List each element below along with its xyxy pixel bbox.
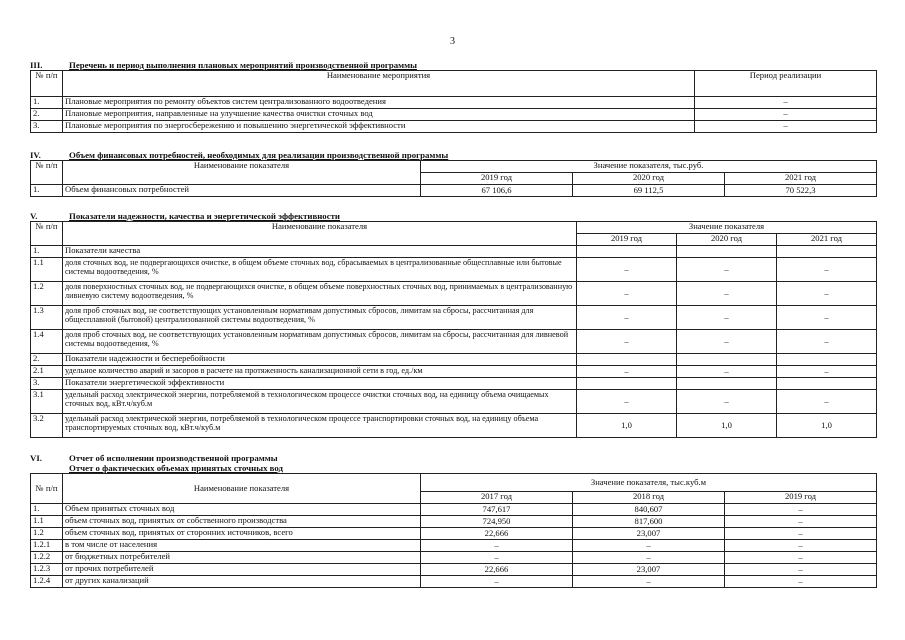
section-4 (30, 150, 876, 197)
row-value: – (577, 366, 677, 378)
row-value (577, 378, 677, 390)
section-4-number: IV. (30, 150, 41, 160)
table-row (31, 390, 877, 414)
section-3 (30, 60, 876, 133)
row-value: – (777, 330, 877, 354)
row-value: 840,607 (573, 504, 725, 516)
row-name: доля сточных вод, не подвергающихся очистке, в общем объеме сточных вод, сбрасываемых в централизованные общесплавные или бытовые системы водоотведения, % (63, 258, 577, 282)
row-value: – (677, 390, 777, 414)
row-value (777, 354, 877, 366)
row-value: – (677, 282, 777, 306)
row-value: 69 112,5 (573, 185, 725, 197)
row-value: 70 522,3 (725, 185, 877, 197)
row-value: – (725, 504, 877, 516)
section-5-number: V. (30, 211, 38, 221)
section-6-title (30, 453, 876, 463)
header-year: 2019 год (421, 173, 573, 185)
row-number: 1.4 (31, 330, 63, 354)
row-value: – (677, 306, 777, 330)
row-value (577, 246, 677, 258)
row-value (677, 378, 777, 390)
header-num: № п/п (31, 222, 63, 246)
row-value: 22,666 (421, 528, 573, 540)
row-number: 1.3 (31, 306, 63, 330)
header-year: 2020 год (677, 234, 777, 246)
row-number: 1.1 (31, 516, 63, 528)
row-value: – (777, 282, 877, 306)
table-row (31, 366, 877, 378)
row-period: – (695, 109, 877, 121)
row-name: от других канализаций (63, 576, 421, 588)
row-number: 2.1 (31, 366, 63, 378)
section-5-title (30, 211, 876, 221)
header-num: № п/п (31, 161, 63, 185)
row-name: Показатели качества (63, 246, 577, 258)
row-name: удельное количество аварий и засоров в расчете на протяженность канализационной сети в год, ед./км (63, 366, 577, 378)
row-name: Плановые мероприятия по энергосбережению и повышению энергетической эффективности (63, 121, 695, 133)
row-name: Показатели энергетической эффективности (63, 378, 577, 390)
row-number: 1.2.4 (31, 576, 63, 588)
section-6-subtitle: Отчет о фактических объемах принятых сточных вод (69, 463, 283, 473)
row-name: в том числе от населения (63, 540, 421, 552)
row-value: – (777, 366, 877, 378)
row-value: – (777, 258, 877, 282)
row-value: – (725, 552, 877, 564)
row-value: – (725, 576, 877, 588)
row-value (677, 246, 777, 258)
header-value: Значение показателя (577, 222, 877, 234)
section-6 (30, 453, 876, 588)
row-number: 1. (31, 246, 63, 258)
row-number: 3. (31, 378, 63, 390)
row-value: – (573, 576, 725, 588)
row-number: 1. (31, 97, 63, 109)
table-row (31, 576, 877, 588)
row-value: – (577, 282, 677, 306)
header-year: 2020 год (573, 173, 725, 185)
row-value: – (573, 540, 725, 552)
section-5-table (30, 221, 877, 438)
table-row (31, 354, 877, 366)
row-number: 1.2 (31, 282, 63, 306)
table-row (31, 552, 877, 564)
row-name: удельный расход электрической энергии, потребляемой в технологическом процессе очистки сточных вод, на единицу объема очищаемых сточных вод, кВт.ч/куб.м (63, 390, 577, 414)
row-value: – (677, 366, 777, 378)
row-name: объем сточных вод, принятых от собственного производства (63, 516, 421, 528)
row-value: – (777, 306, 877, 330)
row-value: – (677, 330, 777, 354)
table-row (31, 516, 877, 528)
header-num: № п/п (31, 474, 63, 504)
section-3-number: III. (30, 60, 43, 70)
table-row (31, 504, 877, 516)
row-value: – (577, 258, 677, 282)
row-name: доля проб сточных вод, не соответствующих установленным нормативам допустимых сбросов, лимитам на сбросы, рассчитанная для общесплавной (бытовой) централизованной системы водоотведения, % (63, 306, 577, 330)
row-value: – (573, 552, 725, 564)
header-num: № п/п (31, 71, 63, 97)
row-value (677, 354, 777, 366)
table-row (31, 282, 877, 306)
table-row (31, 306, 877, 330)
row-number: 1.1 (31, 258, 63, 282)
row-name: Показатели надежности и бесперебойности (63, 354, 577, 366)
section-3-title (30, 60, 876, 70)
section-6-subtitle-line (30, 463, 876, 473)
row-name: доля проб сточных вод, не соответствующих установленным нормативам допустимых сбросов, лимитам на сбросы, рассчитанная для ливневой системы водоотведения, % (63, 330, 577, 354)
section-5 (30, 211, 876, 438)
section-4-title (30, 150, 876, 160)
row-value: – (677, 258, 777, 282)
row-value: – (577, 390, 677, 414)
row-value: 817,600 (573, 516, 725, 528)
row-name: от бюджетных потребителей (63, 552, 421, 564)
header-year: 2019 год (725, 492, 877, 504)
section-6-number: VI. (30, 453, 42, 463)
row-number: 1.2.3 (31, 564, 63, 576)
table-row (31, 564, 877, 576)
table-row (31, 109, 877, 121)
row-value: – (725, 528, 877, 540)
row-value: – (421, 540, 573, 552)
row-value: 747,617 (421, 504, 573, 516)
table-row (31, 121, 877, 133)
table-row (31, 528, 877, 540)
row-value: 1,0 (777, 414, 877, 438)
table-row (31, 97, 877, 109)
header-year: 2021 год (725, 173, 877, 185)
row-number: 1. (31, 504, 63, 516)
row-value: 67 106,6 (421, 185, 573, 197)
row-number: 3.1 (31, 390, 63, 414)
row-value (577, 354, 677, 366)
row-name: Плановые мероприятия по ремонту объектов систем централизованного водоотведения (63, 97, 695, 109)
section-6-heading: Отчет об исполнении производственной программы (69, 453, 278, 463)
section-3-table (30, 70, 877, 133)
table-row (31, 258, 877, 282)
row-value: – (421, 576, 573, 588)
table-row (31, 246, 877, 258)
row-value: – (777, 390, 877, 414)
table-row (31, 330, 877, 354)
header-year: 2019 год (577, 234, 677, 246)
header-name: Наименование показателя (63, 161, 421, 185)
row-value: 1,0 (677, 414, 777, 438)
row-name: Плановые мероприятия, направленные на улучшение качества очистки сточных вод (63, 109, 695, 121)
header-period: Период реализации (695, 71, 877, 97)
row-name: доля поверхностных сточных вод, не подвергающихся очистке, в общем объеме поверхностных сточных вод, принимаемых в централизованную ливневую систему водоотведения, % (63, 282, 577, 306)
row-number: 1. (31, 185, 63, 197)
table-row (31, 414, 877, 438)
section-6-table (30, 473, 877, 588)
row-value: – (725, 564, 877, 576)
section-4-heading: Объем финансовых потребностей, необходимых для реализации производственной программы (69, 150, 449, 160)
row-name: от прочих потребителей (63, 564, 421, 576)
row-name: объем сточных вод, принятых от сторонних источников, всего (63, 528, 421, 540)
row-number: 1.2.2 (31, 552, 63, 564)
row-value: – (577, 330, 677, 354)
header-value: Значение показателя, тыс.куб.м (421, 474, 877, 492)
row-period: – (695, 97, 877, 109)
row-value: 22,666 (421, 564, 573, 576)
row-value (777, 378, 877, 390)
row-value: – (725, 540, 877, 552)
header-name: Наименование показателя (63, 222, 577, 246)
row-value: – (421, 552, 573, 564)
row-value (777, 246, 877, 258)
row-number: 3. (31, 121, 63, 133)
row-number: 2. (31, 354, 63, 366)
row-value: 724,950 (421, 516, 573, 528)
section-4-table (30, 160, 877, 197)
row-value: 23,007 (573, 528, 725, 540)
row-name: Объем принятых сточных вод (63, 504, 421, 516)
page-number: 3 (450, 36, 455, 47)
row-value: 23,007 (573, 564, 725, 576)
header-name: Наименование показателя (63, 474, 421, 504)
section-5-heading: Показатели надежности, качества и энергетической эффективности (69, 211, 340, 221)
row-name: удельный расход электрической энергии, потребляемой в технологическом процессе транспортировки сточных вод, на единицу объема транспортируемых сточных вод, кВт.ч/куб.м (63, 414, 577, 438)
section-3-heading: Перечень и период выполнения плановых мероприятий производственной программы (69, 60, 418, 70)
table-row (31, 378, 877, 390)
header-name: Наименование мероприятия (63, 71, 695, 97)
row-name: Объем финансовых потребностей (63, 185, 421, 197)
table-row (31, 185, 877, 197)
row-number: 1.2 (31, 528, 63, 540)
row-value: 1,0 (577, 414, 677, 438)
header-year: 2018 год (573, 492, 725, 504)
row-value: – (725, 516, 877, 528)
row-number: 2. (31, 109, 63, 121)
header-year: 2021 год (777, 234, 877, 246)
header-year: 2017 год (421, 492, 573, 504)
header-value: Значение показателя, тыс.руб. (421, 161, 877, 173)
row-period: – (695, 121, 877, 133)
row-value: – (577, 306, 677, 330)
row-number: 3.2 (31, 414, 63, 438)
table-row (31, 540, 877, 552)
row-number: 1.2.1 (31, 540, 63, 552)
